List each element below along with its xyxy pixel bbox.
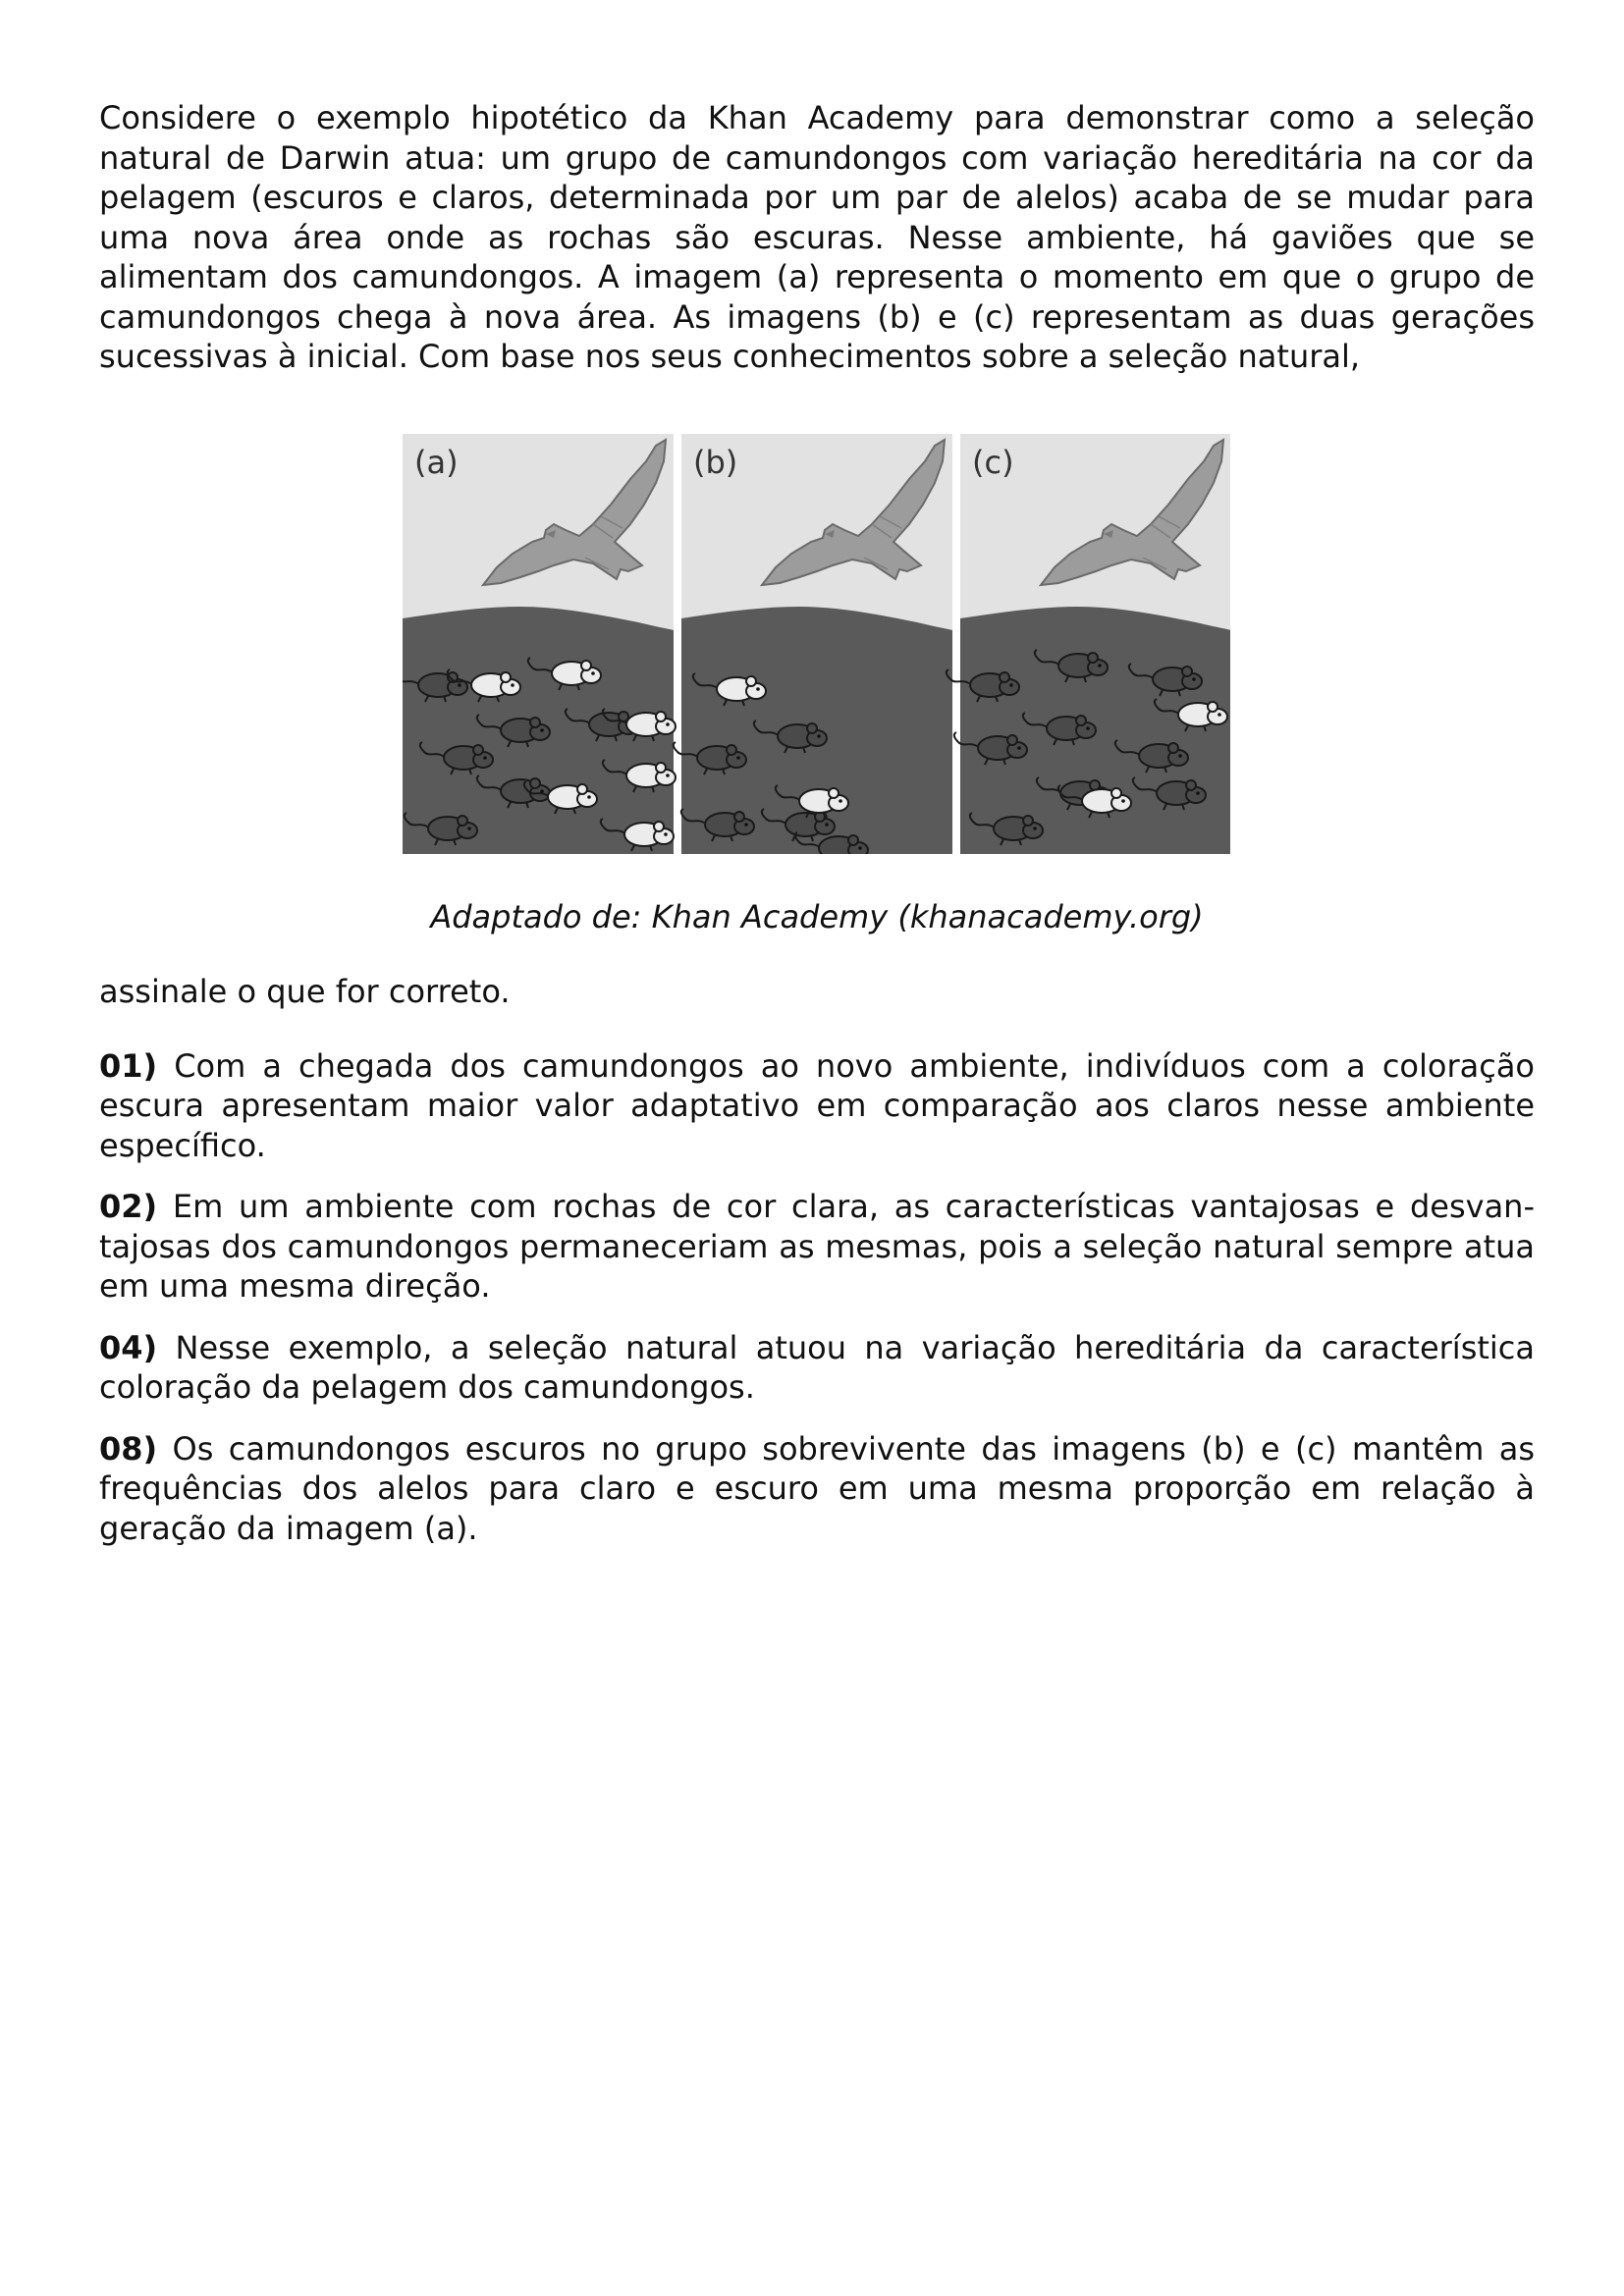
mouse-ear xyxy=(656,712,666,721)
panel-label: (c) xyxy=(972,443,1014,481)
answer-item-08 xyxy=(99,1429,1535,1549)
mouse-ear xyxy=(1023,816,1033,826)
mouse-eye xyxy=(756,687,760,691)
mouse-ear xyxy=(727,745,736,755)
mouse-eye xyxy=(1033,827,1037,830)
figure-caption: Adaptado de: Khan Academy (khanacademy.org) xyxy=(430,897,1204,935)
mouse-eye xyxy=(467,827,471,830)
mouse-ear xyxy=(1208,702,1218,712)
figure-panel-c xyxy=(947,434,1230,854)
item-number: 01) xyxy=(99,1046,158,1085)
mouse-eye xyxy=(1196,791,1200,795)
mouse-eye xyxy=(1098,664,1102,667)
item-text: Em um ambiente com rochas de cor clara, as características vantajosas e desvantajosas dos camundongos permaneceriam as mesmas, pois a seleção natural sempre atua em uma mesma direção. xyxy=(99,1188,1536,1305)
answer-list xyxy=(99,1046,1535,1549)
intro-paragraph: Considere o exemplo hipotético da Khan Academy para demonstrar como a seleção natural de Darwin atua: um grupo de camundongos com variação hereditária na cor da pelagem (escuros e claros, determinada por um par de alelos) acaba de se mudar para uma nova área onde as rochas são escuras. Nesse ambiente, há gaviões que se alimentam dos camundongos. A imagem (a) representa o momento em que o grupo de camundongos chega à nova área. As imagens (b) e (c) representam as duas gerações sucessivas à inicial. Com base nos seus conhecimentos sobre a seleção natural, xyxy=(99,99,1535,375)
hawk-mice-figure xyxy=(403,434,1230,854)
mouse-ear xyxy=(1111,788,1121,798)
answer-item-04 xyxy=(99,1328,1535,1408)
mouse-eye xyxy=(483,756,487,760)
mouse-eye xyxy=(458,683,461,687)
mouse-ear xyxy=(1088,653,1098,663)
mouse-ear xyxy=(1182,667,1192,676)
mouse-eye xyxy=(817,734,821,738)
item-number: 02) xyxy=(99,1188,158,1225)
answer-item-01 xyxy=(99,1046,1535,1166)
mouse-ear xyxy=(473,745,483,755)
item-number: 04) xyxy=(99,1328,158,1366)
item-text: Com a chegada dos camundongos ao novo ambiente, indivíduos com a coloração escura apresentam maior valor adaptativo em comparação aos claros nesse ambiente específico. xyxy=(99,1046,1536,1164)
mouse-eye xyxy=(1017,746,1021,750)
mouse-eye xyxy=(839,799,842,803)
mouse-ear xyxy=(746,676,756,686)
mouse-eye xyxy=(1121,799,1125,803)
mouse-eye xyxy=(1086,726,1090,730)
mouse-ear xyxy=(530,718,540,727)
mouse-eye xyxy=(591,671,595,675)
item-text: Os camundongos escuros no grupo sobrevivente das imagens (b) e (c) mantêm as frequências dos alelos para claro e escuro em uma mesma proporção em relação à geração da imagem (a). xyxy=(99,1429,1536,1547)
mouse-ear xyxy=(577,784,587,794)
mouse-eye xyxy=(1218,713,1221,717)
mouse-ear xyxy=(1076,716,1086,725)
mouse-ear xyxy=(501,672,511,682)
document-page xyxy=(99,98,1535,1548)
mouse-ear xyxy=(1007,735,1017,745)
question-lead: assinale o que for correto. xyxy=(99,972,511,1010)
mouse-eye xyxy=(825,823,829,827)
item-number: 08) xyxy=(99,1429,158,1468)
mouse-eye xyxy=(664,832,668,836)
mouse-ear xyxy=(829,788,839,798)
mouse-eye xyxy=(1178,754,1182,758)
panel-label: (a) xyxy=(414,443,459,481)
mouse-eye xyxy=(1192,677,1196,681)
mouse-ear xyxy=(734,812,744,822)
mouse-eye xyxy=(587,795,591,799)
mouse-ear xyxy=(807,723,817,733)
mouse-ear xyxy=(1186,780,1196,790)
mouse-eye xyxy=(1009,683,1013,687)
mouse-eye xyxy=(540,789,544,793)
figure-panel-b xyxy=(674,434,952,854)
mouse-ear xyxy=(458,816,467,826)
mouse-ear xyxy=(581,661,591,670)
mouse-eye xyxy=(540,728,544,732)
mouse-ear xyxy=(530,778,540,788)
item-text: Nesse exemplo, a seleção natural atuou na variação hereditária da característica coloração da pelagem dos camundongos. xyxy=(99,1328,1536,1406)
figure-svg xyxy=(403,434,1230,854)
panel-label: (b) xyxy=(693,443,738,481)
mouse-ear xyxy=(654,822,664,831)
mouse-eye xyxy=(858,846,862,850)
mouse-eye xyxy=(511,683,514,687)
mouse-ear xyxy=(656,763,666,773)
mouse-eye xyxy=(666,774,670,777)
mouse-ear xyxy=(848,835,858,845)
figure-panel-a xyxy=(403,434,676,854)
mouse-eye xyxy=(736,756,740,760)
mouse-ear xyxy=(1000,672,1009,682)
answer-item-02 xyxy=(99,1187,1535,1307)
mouse-eye xyxy=(744,823,748,827)
mouse-ear xyxy=(1168,743,1178,753)
mouse-eye xyxy=(666,722,670,726)
